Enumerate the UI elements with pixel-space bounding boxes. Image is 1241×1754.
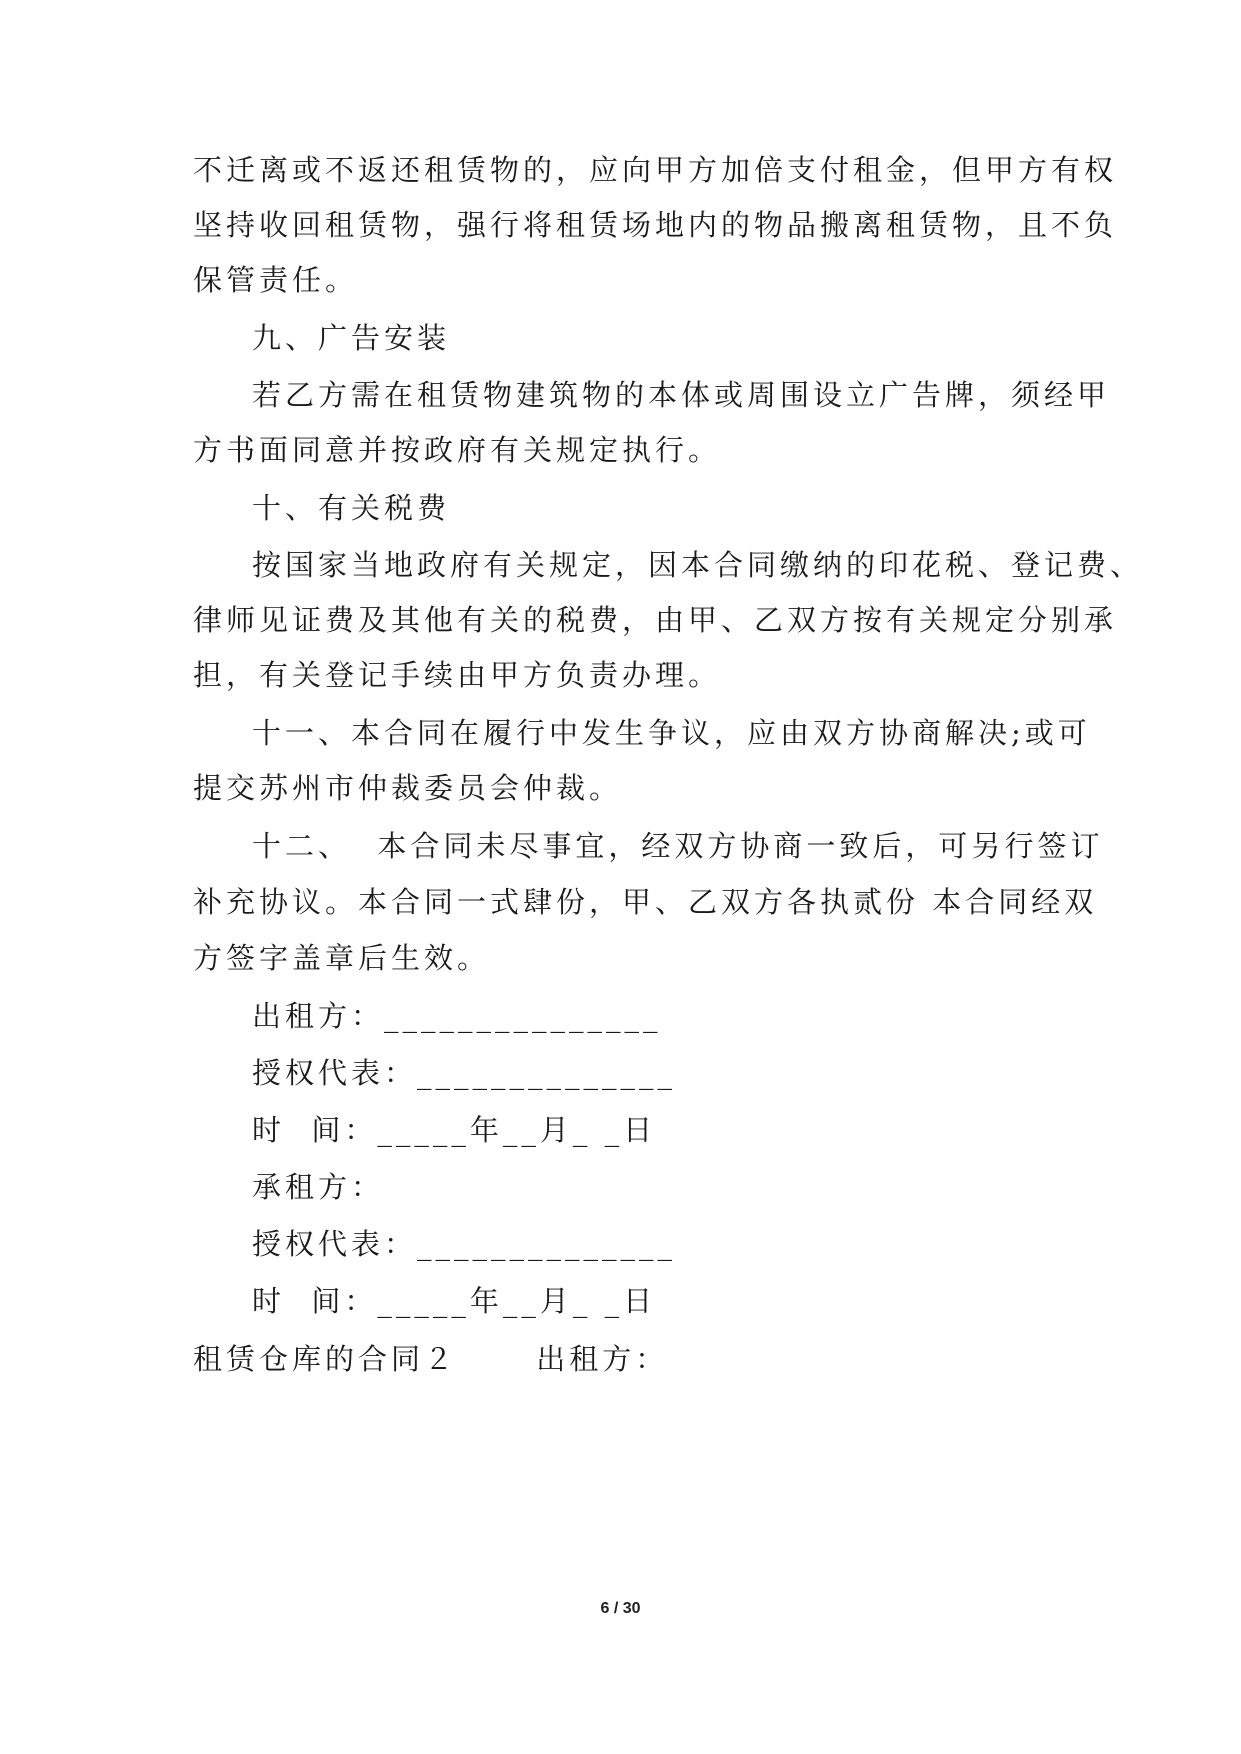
next-contract-heading: 租赁仓库的合同２ 出租方：	[193, 1342, 669, 1376]
paragraph-line: 坚持收回租赁物，强行将租赁场地内的物品搬离租赁物，且不负	[193, 208, 1118, 242]
paragraph-line: 律师见证费及其他有关的税费，由甲、乙双方按有关规定分别承	[193, 603, 1118, 637]
section-heading: 九、广告安装	[252, 321, 451, 355]
paragraph-line: 补充协议。本合同一式肆份，甲、乙双方各执贰份 本合同经双	[193, 885, 1098, 919]
paragraph-line: 担，有关登记手续由甲方负责办理。	[193, 658, 722, 692]
paragraph-line: 保管责任。	[193, 263, 359, 297]
paragraph-line: 方书面同意并按政府有关规定执行。	[193, 433, 722, 467]
signature-field-lessee: 承租方：	[252, 1170, 385, 1204]
section-heading: 十、有关税费	[252, 491, 451, 525]
paragraph-line: 方签字盖章后生效。	[193, 941, 491, 975]
signature-field-representative: 授权代表：______________	[252, 1227, 677, 1261]
paragraph-line: 按国家当地政府有关规定，因本合同缴纳的印花税、登记费、	[252, 548, 1144, 582]
paragraph-line: 十二、 本合同未尽事宜，经双方协商一致后，可另行签订	[252, 829, 1104, 863]
date-field: 时 间：_____年__月_ _日	[252, 1113, 657, 1147]
date-field: 时 间：_____年__月_ _日	[252, 1284, 657, 1318]
paragraph-line: 若乙方需在租赁物建筑物的本体或周围设立广告牌，须经甲	[252, 378, 1111, 412]
paragraph-line: 不迁离或不返还租赁物的，应向甲方加倍支付租金，但甲方有权	[193, 153, 1118, 187]
paragraph-line: 十一、本合同在履行中发生争议，应由双方协商解决;或可	[252, 716, 1091, 750]
signature-field-lessor: 出租方：_______________	[252, 999, 662, 1033]
paragraph-line: 提交苏州市仲裁委员会仲裁。	[193, 771, 623, 805]
signature-field-representative: 授权代表：______________	[252, 1056, 677, 1090]
page-number: 6 / 30	[600, 1600, 641, 1617]
